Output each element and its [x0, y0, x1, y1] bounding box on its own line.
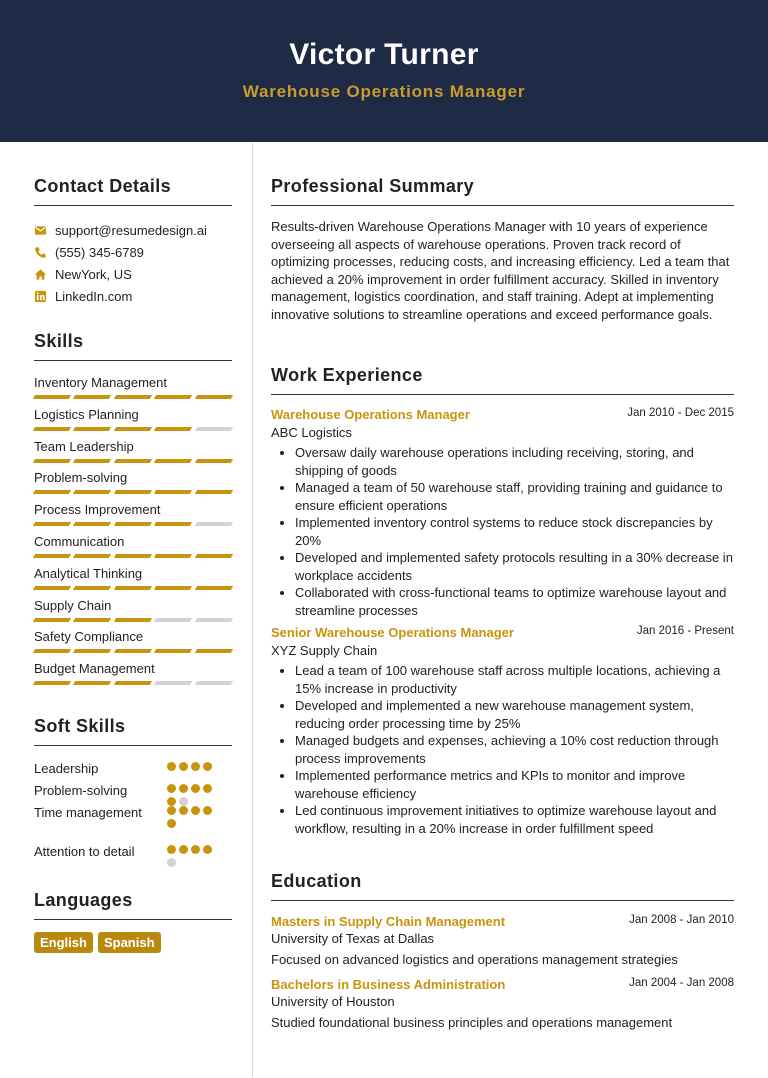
- skill-rating-segment: [33, 395, 72, 399]
- job-bullet: • Implemented inventory control systems to reduce stock discrepancies by 20%: [295, 514, 734, 549]
- language-tag: English: [34, 932, 93, 953]
- skill-label: Logistics Planning: [34, 406, 139, 422]
- soft-skills-section: [34, 716, 232, 883]
- skill-rating-bar: [34, 522, 232, 526]
- contact-location-text: NewYork, US: [55, 266, 132, 282]
- work-heading: Work Experience: [271, 365, 734, 395]
- skill-rating-segment: [114, 459, 153, 463]
- rating-dot: [167, 819, 176, 828]
- skill-rating-segment: [73, 427, 112, 431]
- skill-rating-segment: [33, 554, 72, 558]
- skills-heading: Skills: [34, 331, 232, 361]
- job-bullet: • Implemented performance metrics and KPIs to monitor and improve warehouse efficiency: [295, 767, 734, 802]
- rating-dot: [203, 784, 212, 793]
- skill-rating-segment: [73, 586, 112, 590]
- skill-rating-segment: [154, 522, 193, 526]
- skill-rating-segment: [114, 586, 153, 590]
- language-tags: [34, 932, 232, 953]
- skill-rating-bar: [34, 554, 232, 558]
- skill-rating-segment: [194, 554, 233, 558]
- skill-rating-segment: [114, 618, 153, 622]
- rating-dot: [191, 845, 200, 854]
- skill-rating-segment: [114, 490, 153, 494]
- job-dates: Jan 2010 - Dec 2015: [627, 407, 734, 419]
- rating-dot: [203, 845, 212, 854]
- job-bullet: • Lead a team of 100 warehouse staff across multiple locations, achieving a 15% increase in productivity: [295, 662, 734, 697]
- degree-school: University of Houston: [271, 994, 395, 1009]
- skill-rating-segment: [154, 395, 193, 399]
- rating-dot: [179, 762, 188, 771]
- contact-phone-text: (555) 345-6789: [55, 244, 144, 260]
- skill-rating-bar: [34, 618, 232, 622]
- skill-rating-segment: [194, 522, 233, 526]
- soft-skill-label: Attention to detail: [34, 844, 135, 859]
- skill-label: Problem-solving: [34, 470, 128, 486]
- rating-dot: [167, 762, 176, 771]
- skill-rating-segment: [114, 395, 153, 399]
- skill-label: Inventory Management: [34, 375, 167, 390]
- rating-dot: [167, 845, 176, 854]
- skill-rating-segment: [154, 618, 193, 622]
- skill-rating-segment: [194, 649, 233, 653]
- skill-rating-segment: [73, 554, 112, 558]
- rating-dot: [167, 858, 176, 867]
- rating-dot: [203, 806, 212, 815]
- skill-rating-bar: [34, 649, 232, 653]
- soft-skill-rating: [167, 806, 217, 828]
- skill-rating-segment: [73, 649, 112, 653]
- rating-dot: [203, 762, 212, 771]
- degree-name: Masters in Supply Chain Management: [271, 914, 506, 929]
- skill-rating-segment: [194, 427, 233, 431]
- degree-name: Bachelors in Business Administration: [271, 977, 506, 992]
- skill-rating-segment: [73, 681, 112, 685]
- soft-skill-item: [34, 843, 232, 883]
- skill-rating-bar: [34, 586, 232, 590]
- skill-item: [34, 407, 232, 439]
- skill-rating-segment: [33, 522, 72, 526]
- skill-rating-segment: [33, 427, 72, 431]
- skill-rating-bar: [34, 459, 232, 463]
- skill-rating-segment: [73, 395, 112, 399]
- skill-rating-segment: [154, 649, 193, 653]
- skill-rating-segment: [33, 618, 72, 622]
- skill-rating-segment: [194, 459, 233, 463]
- skill-rating-segment: [154, 554, 193, 558]
- contact-email-text: support@resumedesign.ai: [55, 222, 207, 238]
- skill-item: [34, 566, 232, 598]
- job-bullet: • Oversaw daily warehouse operations including receiving, storing, and shipping of goods: [295, 444, 734, 479]
- skill-rating-segment: [33, 459, 72, 463]
- soft-skill-item: [34, 804, 232, 843]
- soft-skill-rating: [167, 845, 217, 867]
- job-bullet: • Managed budgets and expenses, achieving a 10% cost reduction through process improvements: [295, 732, 734, 767]
- skill-rating-segment: [33, 490, 72, 494]
- contact-linkedin[interactable]: [34, 285, 232, 307]
- skill-rating-segment: [114, 554, 153, 558]
- resume-header: [0, 0, 768, 142]
- skill-rating-segment: [154, 459, 193, 463]
- degree-list: [271, 914, 734, 1030]
- degree-dates: Jan 2004 - Jan 2008: [629, 977, 734, 989]
- skill-rating-segment: [154, 586, 193, 590]
- rating-dot: [167, 806, 176, 815]
- soft-skill-label: Problem-solving: [34, 783, 128, 798]
- contact-linkedin-text: LinkedIn.com: [55, 288, 133, 304]
- education-heading: Education: [271, 871, 734, 901]
- contact-email[interactable]: [34, 219, 232, 241]
- degree-description: Focused on advanced logistics and operations management strategies: [271, 952, 678, 967]
- soft-skill-item: [34, 782, 232, 804]
- linkedin-icon: [34, 290, 47, 303]
- skill-label: Supply Chain: [34, 597, 112, 613]
- skill-label: Process Improvement: [34, 502, 161, 518]
- skill-label: Communication: [34, 533, 125, 549]
- rating-dot: [191, 784, 200, 793]
- degree-dates: Jan 2008 - Jan 2010: [629, 914, 734, 926]
- job-bullet: • Developed and implemented safety protocols resulting in a 30% decrease in workplace accidents: [295, 549, 734, 584]
- candidate-title: Warehouse Operations Manager: [242, 82, 526, 101]
- languages-section: [34, 890, 232, 953]
- skill-rating-segment: [33, 681, 72, 685]
- skill-rating-segment: [114, 522, 153, 526]
- skill-rating-bar: [34, 681, 232, 685]
- job-role: Warehouse Operations Manager: [271, 407, 470, 422]
- skill-label: Safety Compliance: [34, 629, 144, 645]
- skill-item: [34, 661, 232, 693]
- work-section: [271, 365, 734, 837]
- column-divider: [252, 142, 253, 1078]
- phone-icon: [34, 246, 47, 259]
- skill-rating-segment: [194, 490, 233, 494]
- skill-rating-segment: [154, 681, 193, 685]
- soft-skill-item: [34, 760, 232, 782]
- skill-rating-bar: [34, 395, 232, 399]
- languages-heading: Languages: [34, 890, 232, 920]
- skill-rating-segment: [114, 649, 153, 653]
- skill-rating-segment: [73, 618, 112, 622]
- skills-section: [34, 331, 232, 693]
- rating-dot: [179, 806, 188, 815]
- skill-rating-segment: [73, 522, 112, 526]
- skill-rating-segment: [73, 490, 112, 494]
- skill-rating-bar: [34, 427, 232, 431]
- skill-rating-segment: [194, 586, 233, 590]
- skill-rating-segment: [33, 586, 72, 590]
- skill-item: [34, 534, 232, 566]
- soft-skills-list: [34, 760, 232, 883]
- skill-item: [34, 502, 232, 534]
- job-company: XYZ Supply Chain: [271, 643, 378, 658]
- skill-rating-bar: [34, 490, 232, 494]
- summary-heading: Professional Summary: [271, 176, 734, 206]
- contact-heading: Contact Details: [34, 176, 232, 206]
- job-role: Senior Warehouse Operations Manager: [271, 625, 514, 640]
- skill-item: [34, 598, 232, 630]
- job-bullet: • Collaborated with cross-functional teams to optimize warehouse layout and streamline processes: [295, 584, 734, 619]
- skill-rating-segment: [194, 395, 233, 399]
- job-dates: Jan 2016 - Present: [636, 625, 734, 637]
- skill-rating-segment: [154, 427, 193, 431]
- skill-rating-segment: [73, 459, 112, 463]
- skill-rating-segment: [154, 490, 193, 494]
- contact-location: [34, 263, 232, 285]
- contact-list: [34, 219, 232, 307]
- candidate-name: Victor Turner: [289, 38, 479, 71]
- envelope-icon: [34, 224, 47, 237]
- job-bullet: • Managed a team of 50 warehouse staff, providing training and guidance to ensure efficient operations: [295, 479, 734, 514]
- skill-label: Budget Management: [34, 661, 155, 677]
- job-entry: [271, 407, 734, 619]
- degree-description: Studied foundational business principles and operations management: [271, 1015, 673, 1030]
- skill-label: Analytical Thinking: [34, 565, 143, 581]
- rating-dot: [179, 845, 188, 854]
- language-tag: Spanish: [98, 932, 161, 953]
- skill-rating-segment: [33, 649, 72, 653]
- home-icon: [34, 268, 47, 281]
- job-bullet: • Led continuous improvement initiatives to optimize warehouse layout and workflow, resulting in a 20% increase in order fulfillment speed: [295, 802, 734, 837]
- rating-dot: [167, 784, 176, 793]
- skill-item: [34, 375, 232, 407]
- skill-rating-segment: [114, 681, 153, 685]
- degree-school: University of Texas at Dallas: [271, 931, 435, 946]
- soft-skill-rating: [167, 784, 217, 806]
- soft-skill-label: Time management: [34, 805, 142, 820]
- summary-text: Results-driven Warehouse Operations Manager with 10 years of experience overseeing all aspects of warehouse operations. Proven track record of optimizing processes, reducing costs, and increasing efficiency. Led a team that achieved a 20% improvement in order fulfillment accuracy. Skilled in inventory management, logistics coordination, and staff training. Adept at implementing innovative solutions to streamline operations and exceed performance goals.: [271, 219, 730, 322]
- rating-dot: [191, 806, 200, 815]
- skill-label: Team Leadership: [34, 438, 134, 454]
- education-section: [271, 871, 734, 1030]
- contact-section: [34, 176, 232, 307]
- degree-entry: [271, 977, 734, 1030]
- job-list: [271, 407, 734, 837]
- rating-dot: [179, 784, 188, 793]
- contact-phone[interactable]: [34, 241, 232, 263]
- skill-item: [34, 629, 232, 661]
- skill-item: [34, 470, 232, 502]
- skills-list: [34, 375, 232, 693]
- skill-rating-segment: [194, 681, 233, 685]
- job-bullets: [295, 662, 734, 837]
- rating-dot: [191, 762, 200, 771]
- degree-entry: [271, 914, 734, 967]
- skill-rating-segment: [114, 427, 153, 431]
- skill-item: [34, 439, 232, 471]
- soft-skill-label: Leadership: [34, 761, 99, 776]
- job-company: ABC Logistics: [271, 425, 352, 440]
- soft-skills-heading: Soft Skills: [34, 716, 232, 746]
- job-bullet: • Developed and implemented a new warehouse management system, reducing order processing time by 25%: [295, 697, 734, 732]
- summary-section: [271, 176, 734, 323]
- soft-skill-rating: [167, 762, 217, 771]
- skill-rating-segment: [194, 618, 233, 622]
- job-entry: [271, 625, 734, 837]
- job-bullets: [295, 444, 734, 619]
